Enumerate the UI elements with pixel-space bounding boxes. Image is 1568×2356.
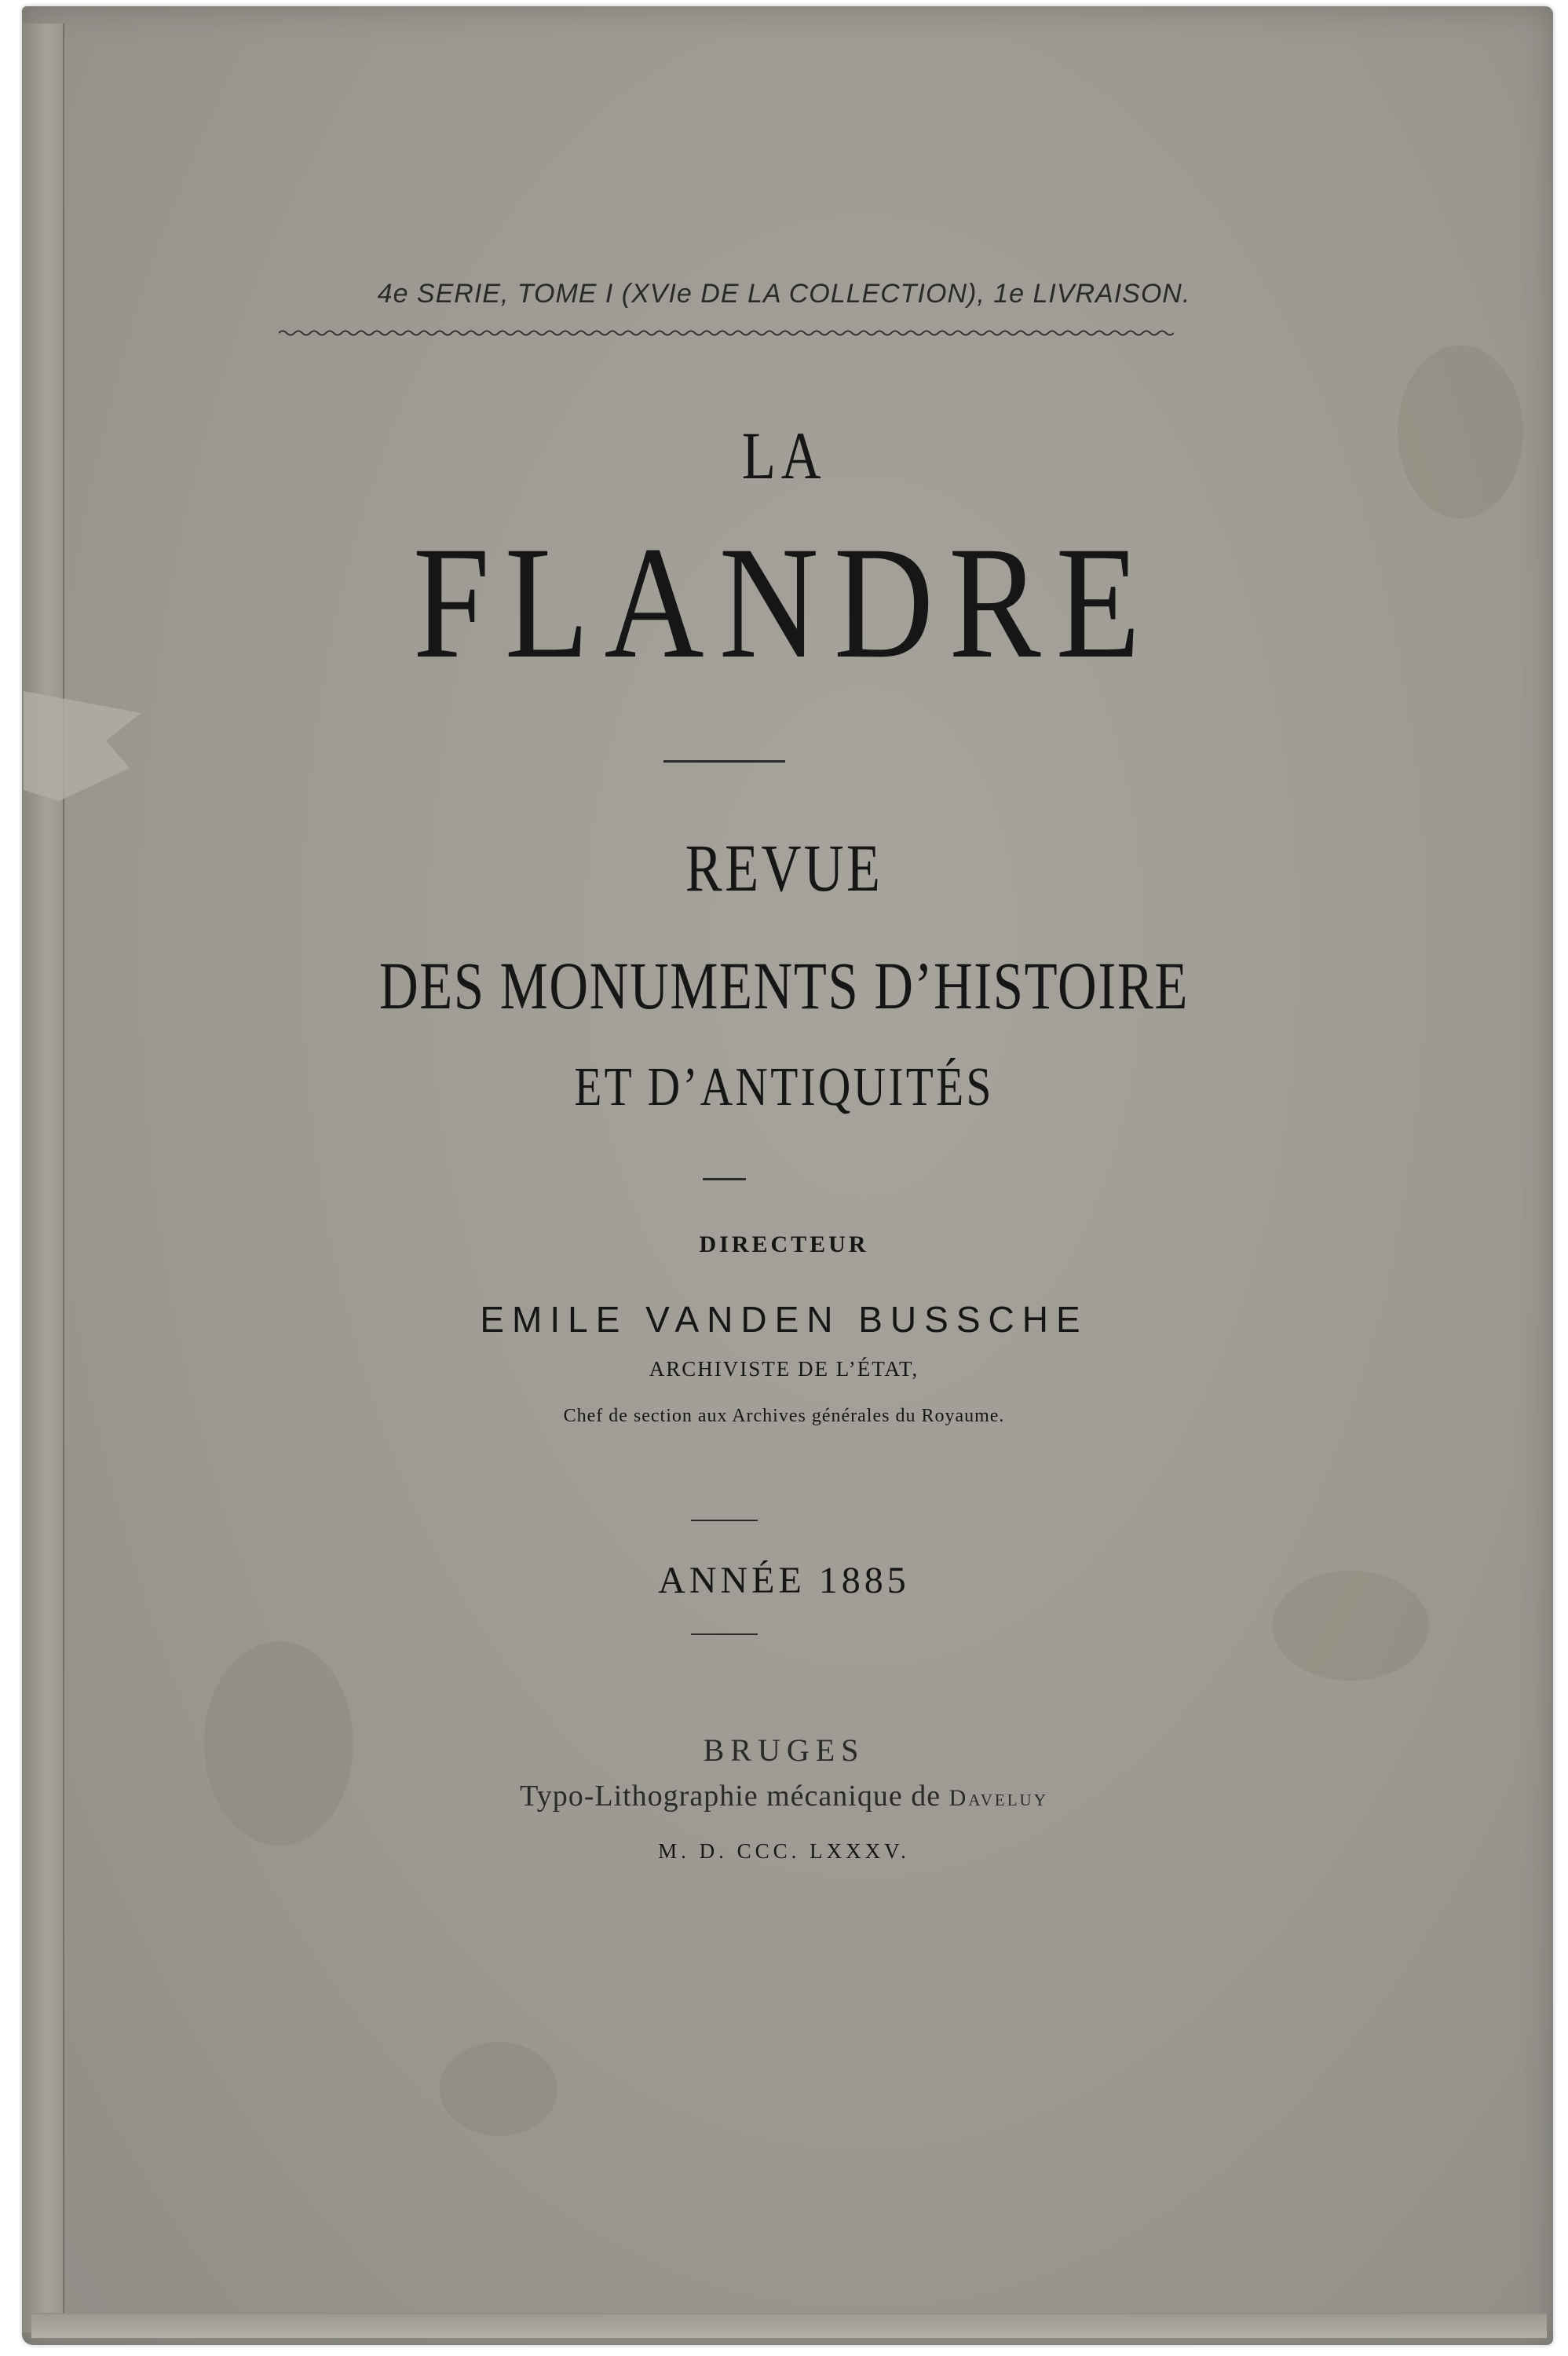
- subtitle-monuments: DES MONUMENTS D’HISTOIRE: [379, 948, 1189, 1023]
- title-article: LA: [741, 418, 827, 493]
- paper-stain: [440, 2042, 557, 2136]
- divider-rule: [703, 1178, 746, 1180]
- roman-date: M. D. CCC. LXXXV.: [658, 1839, 910, 1863]
- divider-rule: [663, 760, 785, 763]
- publication-city: BRUGES: [703, 1732, 865, 1768]
- director-role-1: ARCHIVISTE DE L’ÉTAT,: [649, 1357, 919, 1381]
- cover-spine-edge: [22, 24, 64, 2332]
- wavy-rule: [279, 328, 1174, 338]
- divider-rule: [691, 1520, 758, 1521]
- printer-prefix: Typo-Lithographie mécanique de: [520, 1780, 949, 1813]
- director-role-2: Chef de section aux Archives générales du Royaume.: [563, 1406, 1005, 1426]
- director-name: EMILE VANDEN BUSSCHE: [480, 1299, 1088, 1340]
- printer-name: Daveluy: [948, 1785, 1048, 1811]
- subtitle-antiquites: ET D’ANTIQUITÉS: [574, 1057, 994, 1118]
- year-line: ANNÉE 1885: [658, 1560, 910, 1601]
- director-label: DIRECTEUR: [699, 1231, 869, 1257]
- book-cover: [22, 6, 1553, 2345]
- cover-bottom-edge: [31, 2313, 1547, 2338]
- divider-rule: [691, 1633, 758, 1635]
- printer-line: [0, 1779, 1568, 1813]
- series-line: 4e SERIE, TOME I (XVIe DE LA COLLECTION), 1e LIVRAISON.: [377, 279, 1191, 309]
- main-title: FLANDRE: [412, 514, 1156, 692]
- subtitle-revue: REVUE: [685, 830, 883, 905]
